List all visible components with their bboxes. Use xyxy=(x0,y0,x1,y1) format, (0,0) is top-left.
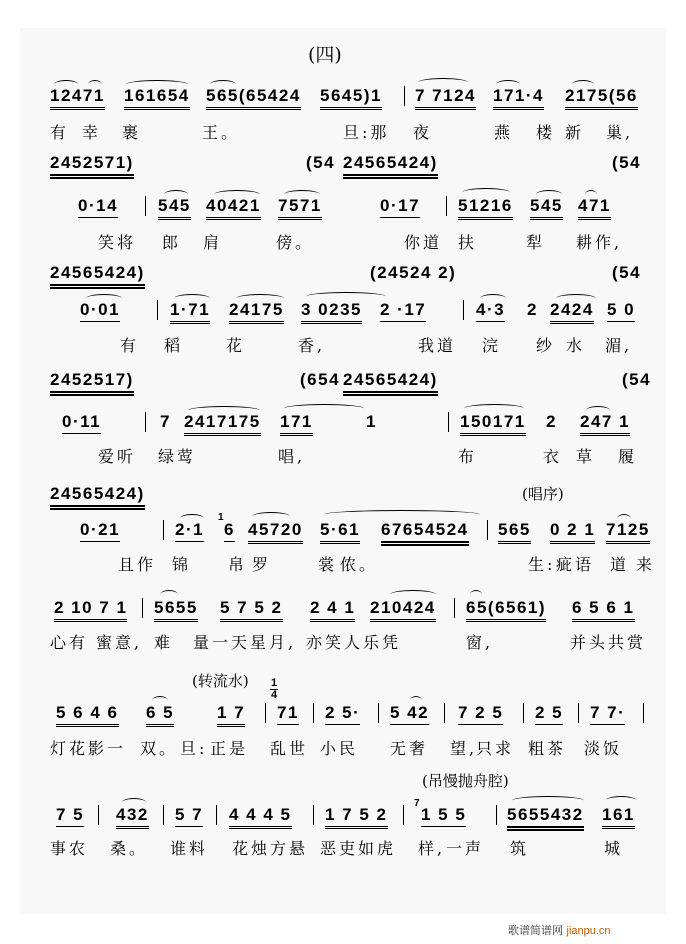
lyric: 样, xyxy=(418,839,446,858)
bar-line xyxy=(98,805,99,825)
lyric: 花烛方悬 xyxy=(232,839,309,858)
notation-group: 171 xyxy=(280,412,313,436)
lyric: 巢, xyxy=(606,123,634,142)
lyric: 郎 xyxy=(162,233,182,252)
lyric: 窗, xyxy=(466,633,494,652)
notation-group: 5 7 xyxy=(175,805,203,827)
bar-line xyxy=(163,520,164,540)
lyric: 香, xyxy=(298,336,326,355)
notation-group: 0·17 xyxy=(380,196,420,218)
lyric: 你道 xyxy=(404,233,443,252)
lyric: 裳 xyxy=(318,555,338,574)
lyric: 裹 xyxy=(122,123,142,142)
notation-group: 432 xyxy=(116,805,149,829)
interlude: (54 xyxy=(306,153,336,172)
lyric: 有 xyxy=(120,336,140,355)
lyric: 淡饭 xyxy=(584,739,623,758)
interlude: (54 xyxy=(612,263,642,282)
slur xyxy=(606,796,636,805)
bar-line xyxy=(157,300,158,320)
lyric: 一声 xyxy=(446,839,485,858)
notation-group: 65(6561) xyxy=(466,598,546,622)
lyric: 粗茶 xyxy=(528,739,567,758)
section-title: (四) xyxy=(308,44,342,66)
lyric: 燕 xyxy=(494,123,514,142)
bar-line xyxy=(496,805,497,825)
lyric: 履 xyxy=(618,447,638,466)
lyric: 疵语 xyxy=(556,555,595,574)
notation-group: 2175(56 xyxy=(565,86,638,110)
notation-group: 7 7124 xyxy=(415,86,476,110)
bar-line xyxy=(404,86,405,106)
lyric: 且作 xyxy=(118,555,157,574)
notation-group: 0·14 xyxy=(78,196,118,218)
lyric: 纱 xyxy=(536,336,556,355)
notation-group: 5645)1 xyxy=(320,86,382,110)
bar-line xyxy=(448,412,449,432)
bar-line xyxy=(145,412,146,432)
notation-group: 2424 xyxy=(550,300,594,324)
notation-group: 7 5 xyxy=(56,805,84,827)
bar-line xyxy=(403,805,404,825)
notation-group: 565(65424 xyxy=(206,86,301,110)
notation-group: 0·21 xyxy=(80,520,120,542)
notation-group: 5655432 xyxy=(507,805,584,831)
notation-group: 71 xyxy=(277,703,299,725)
bar-line xyxy=(454,598,455,618)
interlude: (54 xyxy=(612,153,642,172)
grace-note: 7 xyxy=(414,798,420,809)
notation-group: 1 xyxy=(366,412,377,431)
lyric: 幸 xyxy=(82,123,102,142)
notation-group: 7571 xyxy=(278,196,322,220)
lyric: 夜 xyxy=(413,123,433,142)
bar-line xyxy=(643,703,644,723)
lyric: 城 xyxy=(604,839,624,858)
notation-group: 5·61 xyxy=(320,520,360,544)
notation-group: 3 0235 xyxy=(301,300,362,324)
lyric: 稻 xyxy=(164,336,184,355)
notation-group: 171·4 xyxy=(493,86,544,110)
section-annotation: (转流水) xyxy=(192,672,249,690)
notation-group: 2 5· xyxy=(325,703,360,725)
notation-group: 7 7· xyxy=(590,703,625,725)
interlude: (24524 2) xyxy=(370,263,457,282)
bar-line xyxy=(446,196,447,216)
notation-group: 1 7 xyxy=(217,703,245,727)
notation-group: 0 2 1 xyxy=(550,520,595,544)
notation-group: 210424 xyxy=(370,598,436,622)
lyric: 恶吏如虎 xyxy=(320,839,397,858)
notation-group: 2 4 1 xyxy=(310,598,355,622)
notation-group: 24175 xyxy=(229,300,284,324)
notation-group: 4·3 xyxy=(476,300,505,322)
bar-line xyxy=(378,703,379,723)
notation-group: 565 xyxy=(498,520,531,544)
interlude: 2452571) xyxy=(50,153,134,179)
lyric: 望, xyxy=(450,739,478,758)
lyric: 有 xyxy=(50,123,70,142)
notation-group: 0·11 xyxy=(62,412,101,434)
bar-line xyxy=(578,703,579,723)
grace-note: 1 xyxy=(218,512,224,523)
notation-group: 2 10 7 1 xyxy=(54,598,127,622)
watermark-site-name: 歌谱简谱网 xyxy=(508,924,563,937)
notation-group: 6 5 6 1 xyxy=(572,598,635,622)
notation-group: 545 xyxy=(530,196,563,220)
bar-line xyxy=(463,300,464,320)
lyric: 花 xyxy=(226,336,246,355)
lyric: 湄, xyxy=(605,336,633,355)
notation-group: 0·01 xyxy=(80,300,120,322)
interlude: (54 xyxy=(622,370,652,389)
bar-line xyxy=(487,520,488,540)
notation-group: 471 xyxy=(578,196,611,220)
notation-group: 150171 xyxy=(460,412,526,436)
notation-group: 6 xyxy=(224,520,235,542)
lyric: 草 xyxy=(576,447,596,466)
lyric: 来 xyxy=(636,555,656,574)
notation-group: 2 xyxy=(546,412,557,431)
interlude: (654 xyxy=(300,370,341,389)
notation-group: 51216 xyxy=(458,196,513,220)
notation-group: 40421 xyxy=(206,196,261,220)
bar-line xyxy=(313,703,314,723)
notation-group: 545 xyxy=(158,196,191,220)
section-annotation: (吊慢抛舟腔) xyxy=(422,772,509,790)
lyric: 新 xyxy=(565,123,585,142)
notation-group: 2 5 xyxy=(535,703,563,725)
interlude: 24565424) xyxy=(343,153,438,179)
lyric: 亦笑人乐凭 xyxy=(306,633,402,652)
lyric: 锦 xyxy=(172,555,192,574)
notation-group: 67654524 xyxy=(381,520,469,546)
lyric: 扶 xyxy=(458,233,478,252)
lyric: 旦:那 xyxy=(343,123,390,142)
lyric: 肩 xyxy=(203,233,223,252)
interlude: 24565424) xyxy=(343,370,438,396)
lyric: 旦: xyxy=(180,739,208,758)
lyric: 犁 xyxy=(526,233,546,252)
bar-line xyxy=(163,805,164,825)
notation-group: 2417175 xyxy=(184,412,261,436)
lyric: 正是 xyxy=(210,739,249,758)
notation-group: 5655 xyxy=(154,598,198,622)
lyric: 蜜意, xyxy=(96,633,143,652)
lyric: 绿莺 xyxy=(158,447,197,466)
notation-group: 5 0 xyxy=(607,300,635,322)
lyric: 并头共赏 xyxy=(570,633,647,652)
lyric: 只求 xyxy=(476,739,515,758)
lyric: 笑将 xyxy=(98,233,137,252)
lyric: 王。 xyxy=(202,123,241,142)
notation-group: 1 7 5 2 xyxy=(325,805,388,829)
section-annotation: (唱序) xyxy=(522,485,564,503)
lyric: 布 xyxy=(458,447,478,466)
lyric: 乱世 xyxy=(270,739,309,758)
notation-group: 2 xyxy=(527,300,538,319)
lyric: 小民 xyxy=(320,739,359,758)
time-signature: $\frac{1}{4}$ xyxy=(270,677,278,701)
notation-group: 247 1 xyxy=(580,412,630,436)
lyric: 楼 xyxy=(536,123,556,142)
bar-line xyxy=(142,598,143,618)
bar-line xyxy=(444,703,445,723)
notation-group: 45720 xyxy=(248,520,303,544)
lyric: 谁料 xyxy=(170,839,209,858)
slur xyxy=(512,796,584,805)
lyric: 无奢 xyxy=(390,739,429,758)
interlude: 2452517) xyxy=(50,370,134,396)
lyric: 双。 xyxy=(140,739,179,758)
notation-group: 2 ·17 xyxy=(380,300,426,322)
notation-group: 2·1 xyxy=(175,520,204,542)
bar-line xyxy=(523,703,524,723)
lyric: 桑。 xyxy=(110,839,149,858)
notation-group: 5 6 4 6 xyxy=(56,703,119,727)
lyric: 生: xyxy=(528,555,556,574)
lyric: 我道 xyxy=(418,336,457,355)
lyric: 水 xyxy=(566,336,586,355)
lyric: 心有 xyxy=(50,633,89,652)
notation-group: 7 xyxy=(160,412,171,431)
lyric: 衣 xyxy=(543,447,563,466)
lyric: 浣 xyxy=(482,336,502,355)
bar-line xyxy=(313,805,314,825)
lyric: 灯花影一 xyxy=(50,739,127,758)
lyric: 罗 xyxy=(252,555,272,574)
lyric: 唱, xyxy=(278,447,306,466)
watermark xyxy=(508,922,611,938)
watermark-url[interactable]: jianpu.cn xyxy=(566,925,611,937)
lyric: 耕作, xyxy=(576,233,623,252)
lyric: 帛 xyxy=(228,555,248,574)
lyric: 事农 xyxy=(50,839,89,858)
lyric: 傍。 xyxy=(276,233,315,252)
notation-group: 1·71 xyxy=(170,300,210,324)
notation-group: 7125 xyxy=(606,520,650,544)
lyric: 道 xyxy=(610,555,630,574)
notation-group: 5 42 xyxy=(390,703,429,725)
lyric: 难 xyxy=(154,633,174,652)
bar-line xyxy=(265,703,266,723)
notation-group: 161 xyxy=(602,805,635,829)
slur xyxy=(324,510,480,519)
lyric: 侬。 xyxy=(340,555,379,574)
notation-group: 7 2 5 xyxy=(458,703,503,725)
notation-group: 5 7 5 2 xyxy=(220,598,283,622)
notation-group: 12471 xyxy=(50,86,105,110)
lyric: 筑 xyxy=(510,839,530,858)
interlude: 24565424) xyxy=(50,263,145,289)
notation-group: 4 4 4 5 xyxy=(229,805,292,829)
lyric: 量一天星月, xyxy=(193,633,297,652)
notation-group: 6 5 xyxy=(146,703,174,727)
interlude: 24565424) xyxy=(50,484,145,510)
bar-line xyxy=(216,805,217,825)
lyric: 爱听 xyxy=(98,447,137,466)
notation-group: 161654 xyxy=(124,86,190,110)
bar-line xyxy=(145,196,146,216)
notation-group: 1 5 5 xyxy=(421,805,466,827)
